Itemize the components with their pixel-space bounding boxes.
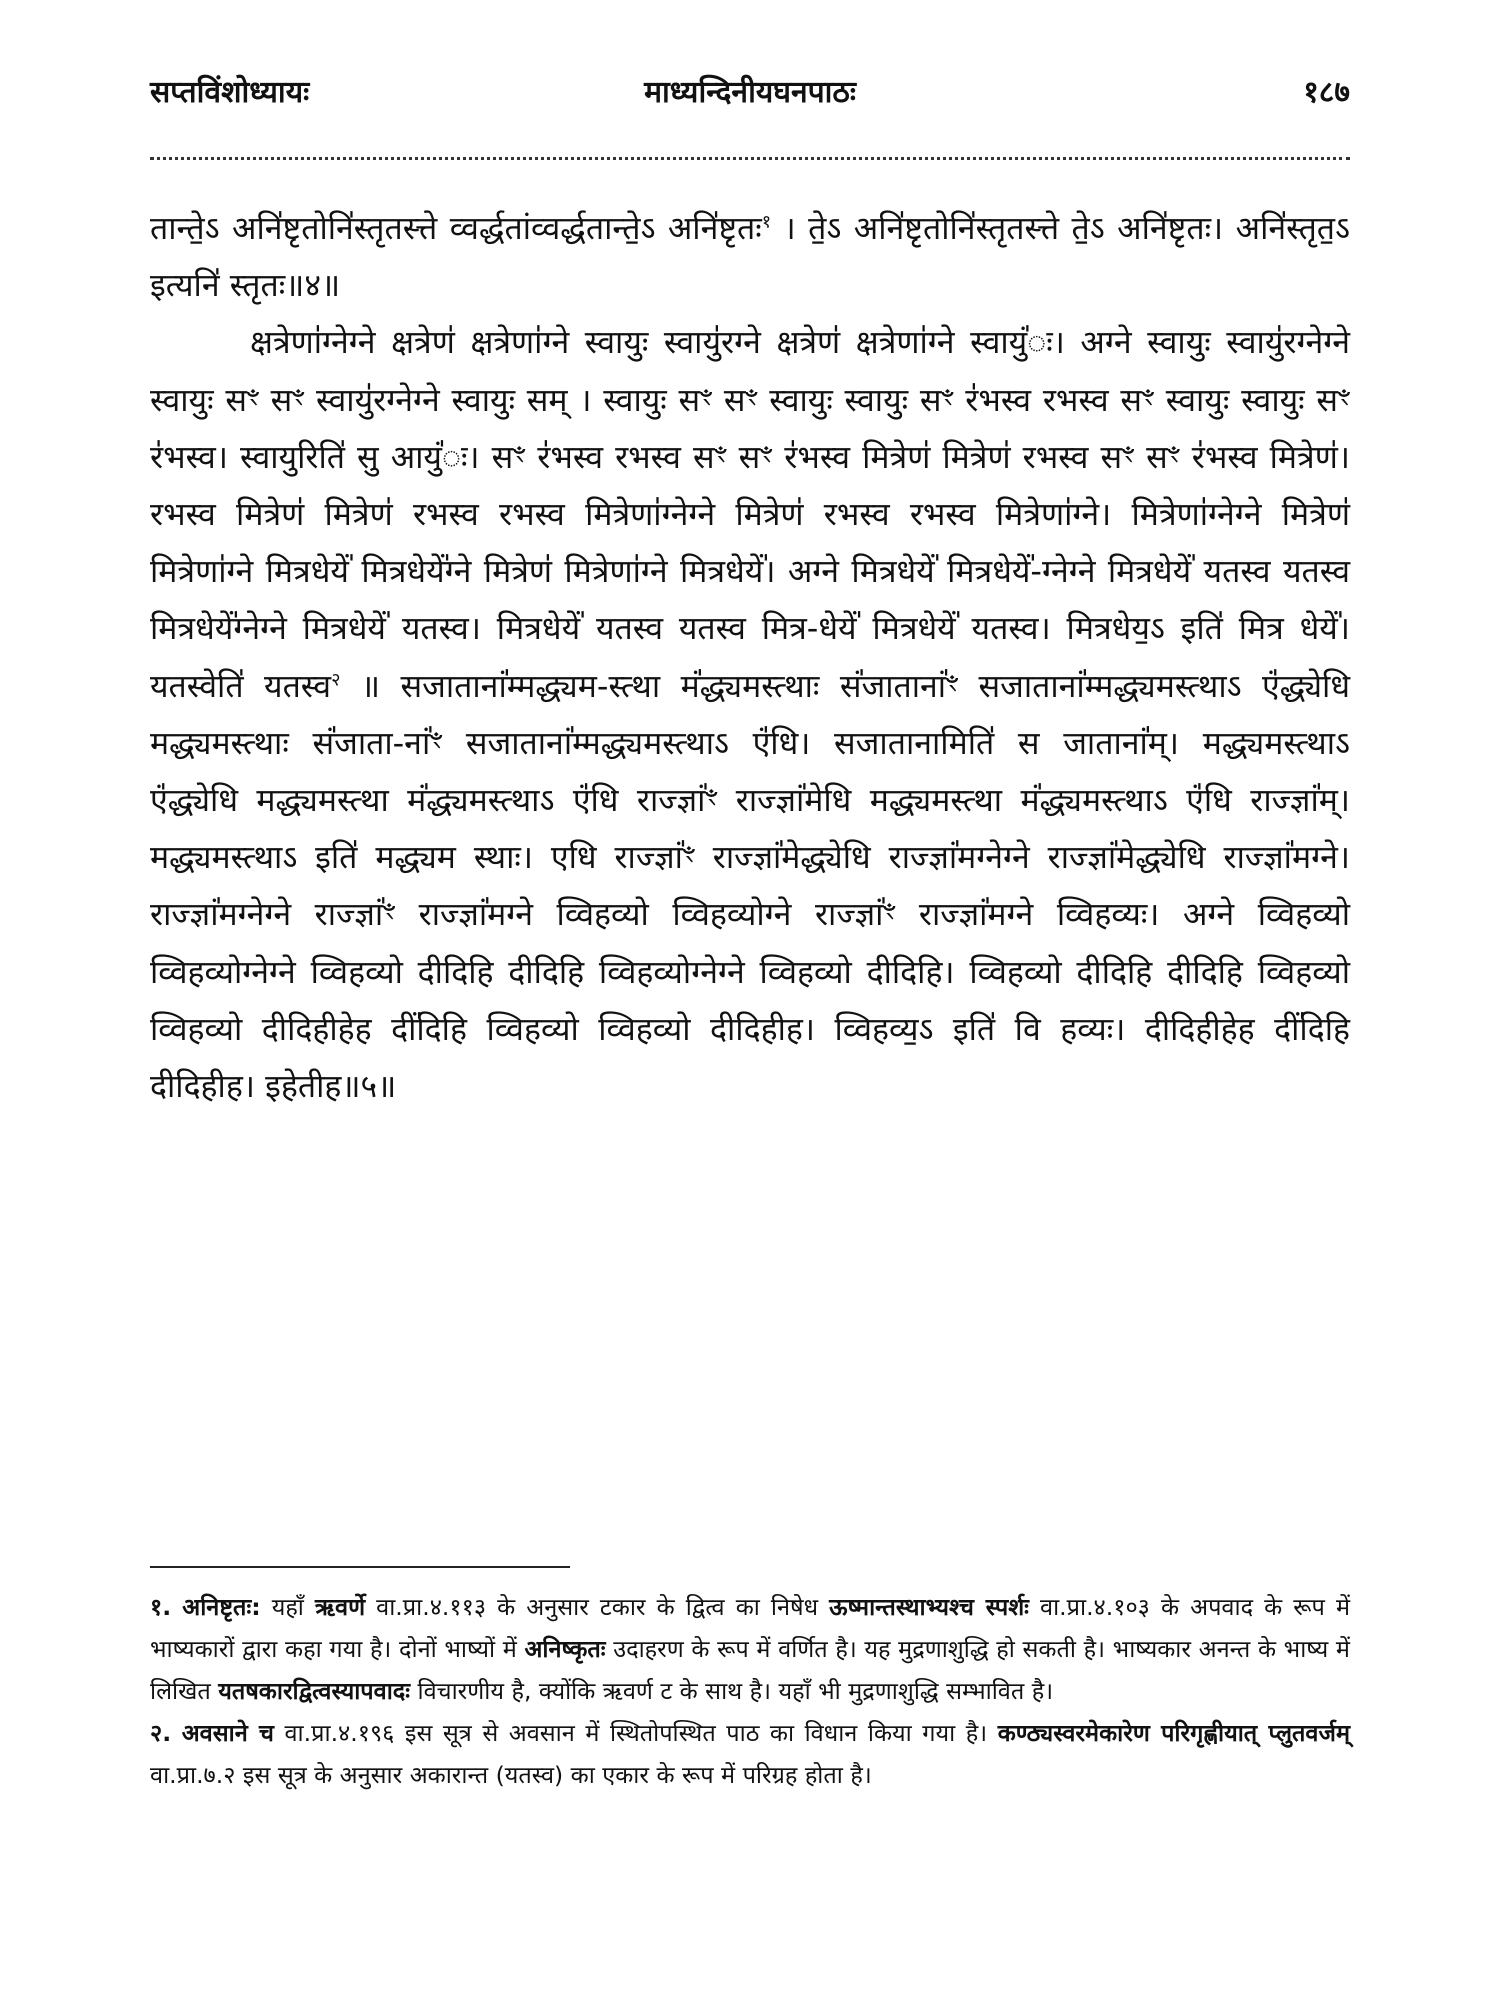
- paragraph-4-part-a: तान्ते॒ऽ अनि॑ष्टृतोनि॑स्तृतस्त्ते व्वर्द्धतांव्वर्द्धतान्ते॒ऽ अनि॑ष्टृतः: [150, 209, 762, 247]
- footnote-2-number: २.: [150, 1719, 172, 1747]
- footnote-2-bold-term: कण्ठ्यस्वरमेकारेण परिगृह्णीयात् प्लुतवर्जम्: [997, 1719, 1350, 1747]
- footnote-1-text: विचारणीय है, क्योंकि ऋवर्ण ट के साथ है। यहाँ भी मुद्रणाशुद्धि सम्भावित है।: [410, 1677, 1054, 1705]
- footnote-ref-1: १: [761, 211, 772, 233]
- footnote-2: [150, 1712, 1350, 1796]
- paragraph-5-part-b: ॥ सजातानां॑म्मद्ध्यम-स्त्था मं॑द्ध्यमस्त्थाः सं॑जातानां॑ꣳ सजातानां॑म्मद्ध्यमस्त्थाऽ एं॑द्ध्येधि मद्ध्यमस्त्थाः सं॑जाता-नां॑ꣳ सजातानां॑म्मद्ध्यमस्त्थाऽ एं॑धि। सजातानामिति॑ स जातानां॑म्। मद्ध्यमस्त्थाऽ एं॑द्ध्येधि मद्ध्यमस्त्था मं॑द्ध्यमस्त्थाऽ एं॑धि राज्ज्ञां॑ꣳ राज्ज्ञां॑मेधि मद्ध्यमस्त्था मं॑द्ध्यमस्त्थाऽ एं॑धि राज्ज्ञां॑म्। मद्ध्यमस्त्थाऽ इति॑ मद्ध्यम स्थाः। एधि राज्ज्ञां॑ꣳ राज्ज्ञां॑मेद्ध्येधि राज्ज्ञां॑मग्नेग्ने राज्ज्ञां॑मेद्ध्येधि राज्ज्ञां॑मग्ने। राज्ज्ञां॑मग्नेग्ने राज्ज्ञां॑ꣳ राज्ज्ञां॑मग्ने व्विहव्यो व्विहव्योग्ने राज्ज्ञां॑ꣳ राज्ज्ञां॑मग्ने व्विहव्यः। अग्ने व्विहव्यो व्विहव्योग्नेग्ने व्विहव्यो दीदिहि दीदिहि व्विहव्योग्नेग्ने व्विहव्यो दीदिहि। व्विहव्यो दीदिहि दीदिहि व्विहव्यो व्विहव्यो दीदिहीहेह दीं॑दिहि व्विहव्यो व्विहव्यो दीदिहीह। व्विहव्य॒ऽ इति॑ वि हव्यः। दीदिहीहेह दीं॑दिहि दीदिहीह। इहेतीह॥५॥: [150, 666, 1350, 1106]
- paragraph-5-part-a: क्षत्रेणा॑ग्नेग्ने क्षत्रेण॑ क्षत्रेणा॑ग्ने स्वायुः स्वायु॑रग्ने क्षत्रेण॑ क्षत्रेणा॑ग्ने स्वायुं॑ः। अग्ने स्वायुः स्वायु॑रग्नेग्ने स्वायुः सꣳ सꣳ स्वायु॑रग्नेग्ने स्वायुः सम् । स्वायुः सꣳ सꣳ स्वायुः स्वायुः सꣳ र॑भस्व रभस्व सꣳ स्वायुः स्वायुः सꣳ र॑भस्व। स्वायुरिति॑ सु आयुं॑ः। सꣳ र॑भस्व रभस्व सꣳ सꣳ र॑भस्व मित्रेण॑ मित्रेण॑ रभस्व सꣳ सꣳ र॑भस्व मित्रेण॑। रभस्व मित्रेण॑ मित्रेण॑ रभस्व रभस्व मित्रेणा॑ग्नेग्ने मित्रेण॑ रभस्व रभस्व मित्रेणा॑ग्ने। मित्रेणा॑ग्नेग्ने मित्रेण॑ मित्रेणा॑ग्ने मित्रधेयें॑ मित्रधेयें॑ग्ने मित्रेण॑ मित्रेणा॑ग्ने मित्रधेयें॑। अग्ने मित्रधेयें॑ मित्रधेयें॑-ग्नेग्ने मित्रधेयें॑ यतस्व यतस्व मित्रधेयें॑ग्नेग्ने मित्रधेयें॑ यतस्व। मित्रधेयें॑ यतस्व यतस्व मित्र-धेयें॑ मित्रधेयें॑ यतस्व। मित्रधेय॒ऽ इति॑ मित्र धेयें॑। यतस्वेति॑ यतस्व: [150, 323, 1350, 705]
- paragraph-4: [150, 200, 1350, 314]
- footnote-1-bold-term: अनिष्कृतः: [524, 1635, 606, 1663]
- footnote-separator: [150, 1566, 570, 1568]
- paragraph-5: [150, 314, 1350, 1115]
- footnote-1-number: १.: [150, 1593, 172, 1621]
- main-text: [150, 200, 1350, 1115]
- header-dotted-rule: [150, 157, 1350, 160]
- footnote-1-term: अनिष्टृतः: [182, 1593, 252, 1621]
- paragraph-4-part-b: । ते॒ऽ अनि॑ष्टृतोनि॑स्तृतस्त्ते ते॒ऽ अनि॑ष्टृतः। अनि॑स्तृत॒ऽ इत्यनि॑ स्तृतः॥४॥: [150, 209, 1350, 305]
- footnote-2-text: वा.प्रा.७.२ इस सूत्र के अनुसार अकारान्त (यतस्व) का एकार के रूप में परिग्रह होता है।: [150, 1761, 872, 1789]
- footnote-1: [150, 1586, 1350, 1712]
- page-number: १८७: [1303, 75, 1350, 110]
- footnote-1-bold-term: ऋवर्णे: [314, 1593, 366, 1621]
- footnote-1-colon: :: [251, 1593, 261, 1621]
- footnote-1-text: उदाहरण के रूप में वर्णित है। यह मुद्रणाशुद्धि हो सकती है। भाष्यकार अनन्त के भाष्य में लिखित: [150, 1635, 1350, 1705]
- footnote-1-text: वा.प्रा.४.११३ के अनुसार टकार के द्वित्व का निषेध: [365, 1593, 830, 1621]
- footnote-1-text: वा.प्रा.४.१०३ के अपवाद के रूप में भाष्यकारों द्वारा कहा गया है। दोनों भाष्यों में: [150, 1593, 1350, 1663]
- footnote-2-bold-term: अवसाने च: [181, 1719, 274, 1747]
- chapter-title: सप्तविंशोध्यायः: [150, 75, 310, 110]
- footnotes: [150, 1586, 1350, 1796]
- footnote-1-bold-term: ऊष्मान्तस्थाभ्यश्च स्पर्शः: [829, 1593, 1029, 1621]
- footnote-1-bold-term: यतषकारद्वित्वस्यापवादः: [218, 1677, 411, 1705]
- footnote-2-text: वा.प्रा.४.१९६ इस सूत्र से अवसान में स्थितोपस्थित पाठ का विधान किया गया है।: [273, 1719, 998, 1747]
- footnote-ref-2: २: [331, 668, 341, 690]
- page-header: [150, 70, 1350, 120]
- footnote-1-text: यहाँ: [260, 1593, 315, 1621]
- running-title: माध्यन्दिनीयघनपाठः: [644, 75, 856, 110]
